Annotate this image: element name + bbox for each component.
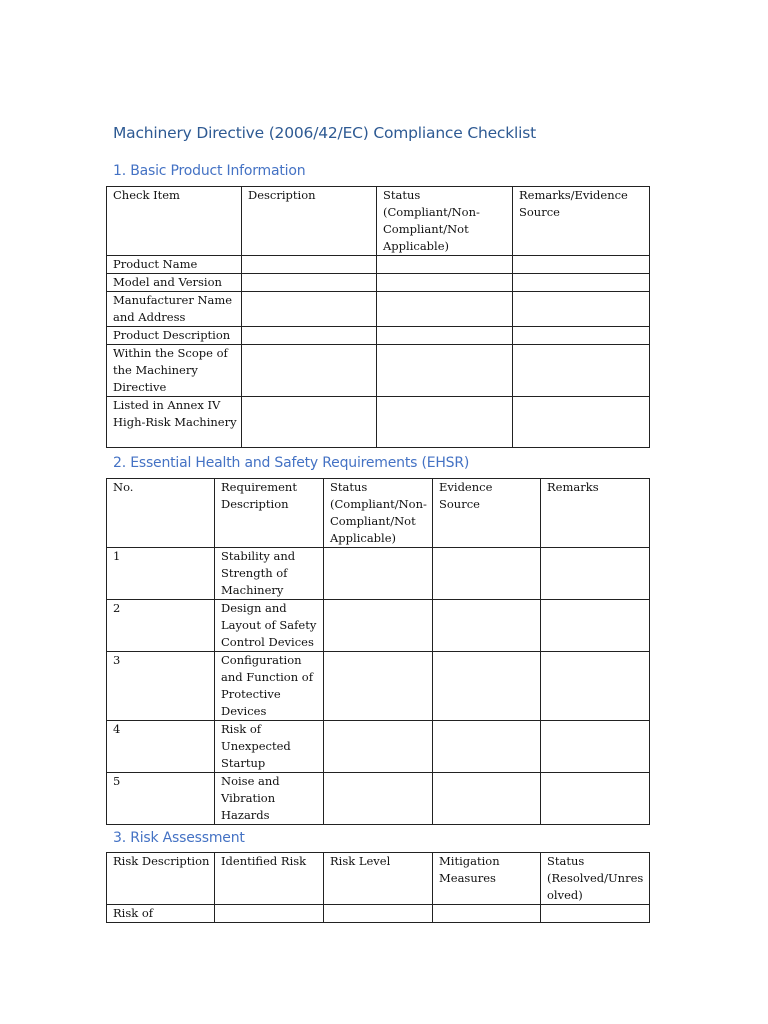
table-cell: Risk of [107, 905, 215, 923]
header-cell: No. [107, 479, 215, 548]
table-cell [324, 905, 433, 923]
table-cell [433, 652, 541, 721]
table-cell [377, 397, 513, 448]
table-cell [324, 773, 433, 825]
table-cell: Product Name [107, 256, 242, 274]
table-row [107, 773, 650, 825]
header-cell: Requirement Description [215, 479, 324, 548]
table-cell [242, 274, 377, 292]
table-cell: Within the Scope of the Machinery Directive [107, 345, 242, 397]
table-cell [324, 600, 433, 652]
table-cell [377, 274, 513, 292]
table-cell [541, 773, 650, 825]
table-row [107, 256, 650, 274]
table-row [107, 327, 650, 345]
table-cell: Noise and Vibration Hazards [215, 773, 324, 825]
table-cell [541, 652, 650, 721]
table-cell [433, 721, 541, 773]
table-cell [513, 345, 650, 397]
table-cell [513, 256, 650, 274]
table-cell [215, 905, 324, 923]
document-title: Machinery Directive (2006/42/EC) Compliance Checklist [113, 124, 536, 142]
table-row [107, 600, 650, 652]
table-cell: Risk of Unexpected Startup [215, 721, 324, 773]
table-cell [377, 292, 513, 327]
table-cell [242, 397, 377, 448]
table-cell [242, 256, 377, 274]
header-cell: Remarks [541, 479, 650, 548]
basic-product-info-table [106, 186, 650, 448]
section-1-heading: 1. Basic Product Information [113, 163, 306, 179]
table-row [107, 274, 650, 292]
table-cell [242, 327, 377, 345]
table-cell [433, 773, 541, 825]
header-cell: Mitigation Measures [433, 853, 541, 905]
table-cell: Product Description [107, 327, 242, 345]
section-3-heading: 3. Risk Assessment [113, 830, 245, 846]
table-cell: 2 [107, 600, 215, 652]
table-cell [324, 652, 433, 721]
header-cell: Risk Level [324, 853, 433, 905]
section-2-heading: 2. Essential Health and Safety Requirements (EHSR) [113, 455, 470, 471]
table-cell [377, 256, 513, 274]
table-cell [513, 397, 650, 448]
table-header-row [107, 187, 650, 256]
table-row [107, 652, 650, 721]
table-cell [433, 905, 541, 923]
table-cell [513, 292, 650, 327]
table-cell [377, 345, 513, 397]
table-cell: Listed in Annex IV High-Risk Machinery [107, 397, 242, 448]
table-cell [377, 327, 513, 345]
ehsr-table [106, 478, 650, 825]
table-cell [242, 345, 377, 397]
table-row [107, 548, 650, 600]
table-cell [433, 600, 541, 652]
table-row [107, 292, 650, 327]
risk-assessment-table [106, 852, 650, 923]
table-header-row [107, 479, 650, 548]
table-cell [541, 721, 650, 773]
table-cell [324, 721, 433, 773]
header-cell: Status (Compliant/Non-Compliant/Not Applicable) [324, 479, 433, 548]
table-row [107, 721, 650, 773]
header-cell: Risk Description [107, 853, 215, 905]
header-cell: Status (Compliant/Non-Compliant/Not Applicable) [377, 187, 513, 256]
table-row [107, 397, 650, 448]
table-cell: 4 [107, 721, 215, 773]
table-cell: Design and Layout of Safety Control Devices [215, 600, 324, 652]
header-cell: Check Item [107, 187, 242, 256]
table-cell [433, 548, 541, 600]
header-cell: Identified Risk [215, 853, 324, 905]
header-cell: Status (Resolved/Unresolved) [541, 853, 650, 905]
table-cell: 3 [107, 652, 215, 721]
table-cell [513, 327, 650, 345]
header-cell: Remarks/Evidence Source [513, 187, 650, 256]
table-row [107, 345, 650, 397]
header-cell: Evidence Source [433, 479, 541, 548]
table-cell: Stability and Strength of Machinery [215, 548, 324, 600]
table-cell: 5 [107, 773, 215, 825]
table-cell: 1 [107, 548, 215, 600]
table-header-row [107, 853, 650, 905]
table-cell [541, 548, 650, 600]
table-row [107, 905, 650, 923]
table-cell [324, 548, 433, 600]
table-cell: Model and Version [107, 274, 242, 292]
table-cell [541, 600, 650, 652]
table-cell [242, 292, 377, 327]
table-cell: Manufacturer Name and Address [107, 292, 242, 327]
table-cell [541, 905, 650, 923]
header-cell: Description [242, 187, 377, 256]
table-cell: Configuration and Function of Protective Devices [215, 652, 324, 721]
table-cell [513, 274, 650, 292]
